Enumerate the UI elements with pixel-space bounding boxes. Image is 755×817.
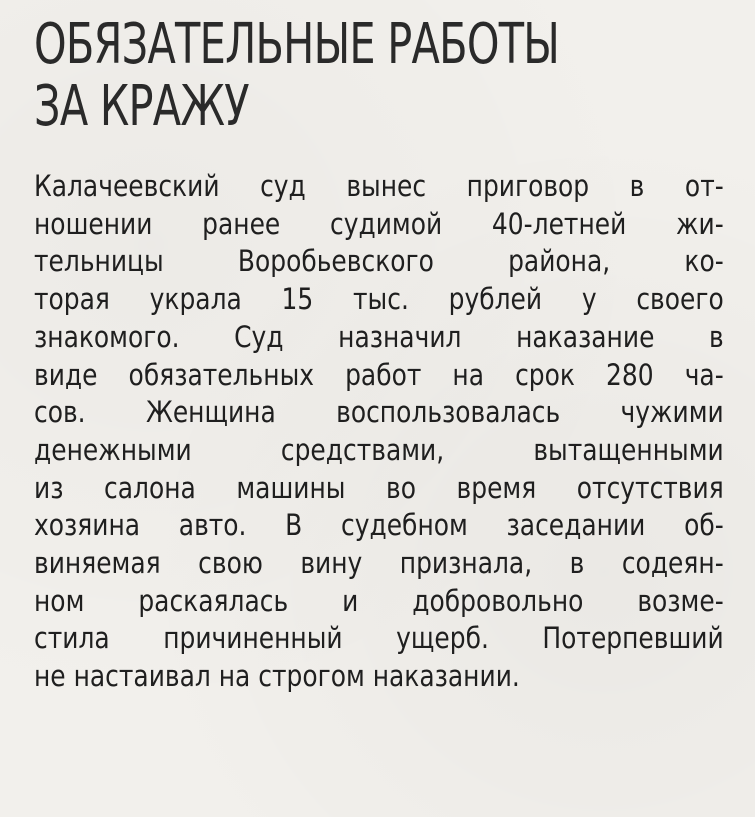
body-line: виняемая свою вину признала, в содеян- <box>34 546 724 581</box>
body-line: ном раскаялась и добровольно возме- <box>34 583 724 618</box>
body-line: тельницы Воробьевского района, ко- <box>34 244 724 279</box>
headline-line: ОБЯЗАТЕЛЬНЫЕ РАБОТЫ <box>34 12 560 77</box>
body-line: торая украла 15 тыс. рублей у своего <box>34 282 724 317</box>
body-line: стила причиненный ущерб. Потерпевший <box>34 621 724 656</box>
article-body <box>34 168 724 696</box>
body-line: сов. Женщина воспользовалась чужими <box>34 395 724 430</box>
headline-line: ЗА КРАЖУ <box>34 74 249 139</box>
body-line: ношении ранее судимой 40-летней жи- <box>34 206 724 241</box>
body-line: Калачеевский суд вынес приговор в от- <box>34 169 724 203</box>
body-line: не настаивал на строгом наказании. <box>34 659 520 694</box>
body-line: виде обязательных работ на срок 280 ча- <box>34 357 724 392</box>
body-line: знакомого. Суд назначил наказание в <box>34 319 724 354</box>
article-headline <box>34 14 559 138</box>
body-line: денежными средствами, вытащенными <box>34 432 724 467</box>
body-line: из салона машины во время отсутствия <box>34 470 724 505</box>
body-line: хозяина авто. В судебном заседании об- <box>34 508 724 543</box>
